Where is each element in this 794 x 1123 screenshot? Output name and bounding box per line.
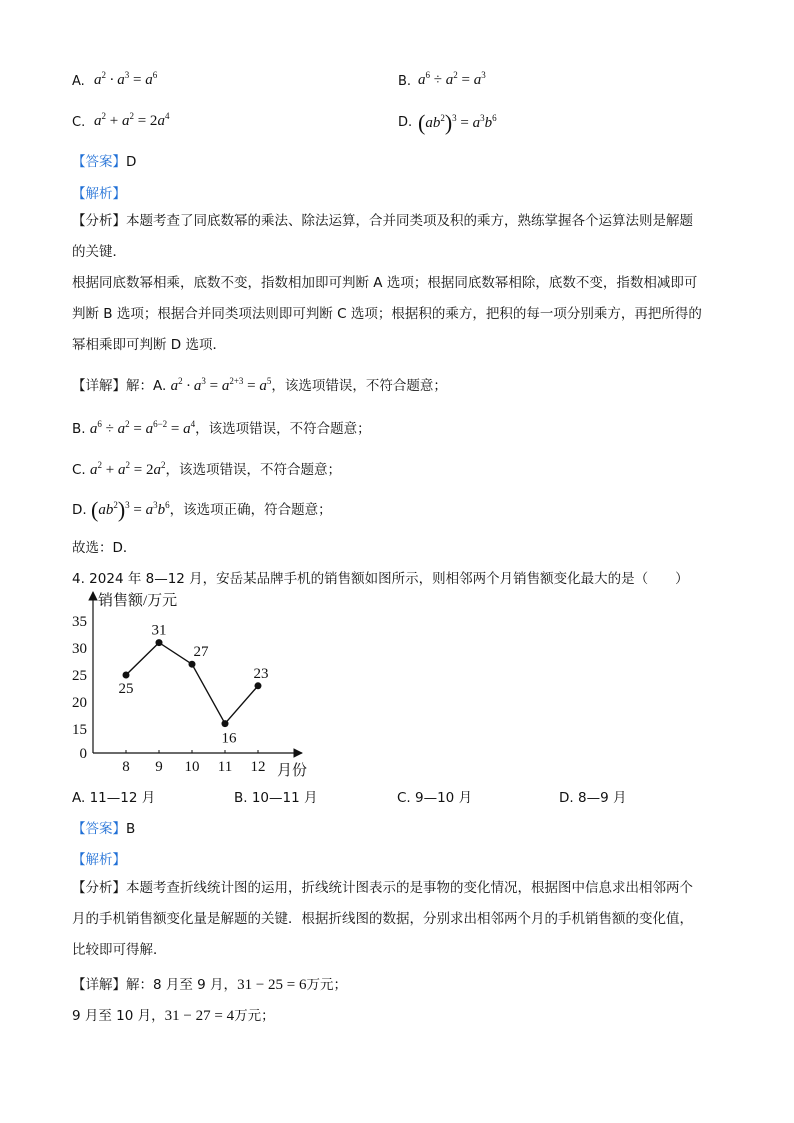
q4-option-c: C. 9—10 月 [397,790,473,806]
q3-option-a: A. [72,74,85,89]
q3-option-c-expr: $a^2 + a^2 = 2a^4$ [94,111,170,129]
y-tick-label: 15 [72,722,87,738]
detail-tag: 【详解】 [72,378,126,394]
data-point [222,720,229,727]
y-tick-label: 30 [72,641,87,657]
sales-line-chart [60,588,320,788]
detail-tag: 【详解】 [72,977,126,993]
data-point [156,639,163,646]
fenxi-tag: 【分析】 [72,880,126,896]
q4-detail-2: 9 月至 10 月，31 − 27 = 4万元； [72,1008,275,1024]
data-label: 23 [253,665,269,682]
data-label: 27 [193,644,209,661]
data-label: 25 [118,681,134,697]
q4-detail-1: 【详解】解：8 月至 9 月，31 − 25 = 6万元； [72,977,347,993]
q3-option-b-expr: $a^6 \div a^2 = a^3$ [418,70,486,88]
analysis-tag: 【解析】 [72,852,126,868]
y-tick-label: 20 [72,695,87,711]
q4-option-b: B. 10—11 月 [234,790,318,806]
y-tick-label: 35 [72,614,87,630]
q3-option-a-expr: $a^2 \cdot a^3 = a^6$ [94,70,158,88]
series-line [126,643,258,724]
y-tick-label: 0 [79,746,87,762]
x-tick-label: 11 [217,759,233,775]
q4-fenxi-paragraph: 【分析】本题考查折线统计图的运用，折线统计图表示的是事物的变化情况，根据图中信息求出相邻两个 月的手机销售额变化量是解题的关键．根据折线图的数据，分别求出相邻两个月的手机销售额的变化值， 比较即可得解． [72,880,693,958]
q4-option-a: A. 11—12 月 [72,790,156,806]
fenxi-tag: 【分析】 [72,213,126,229]
q3-option-d-expr: $(ab^2)^3 = a^3b^6$ [418,110,497,135]
q3-detail-c: C. $a^2 + a^2 = 2a^2$，该选项错误，不符合题意； [72,460,341,478]
answer-tag: 【答案】 [72,154,126,170]
answer-value: D [126,154,137,170]
answer-value: B [126,821,136,837]
q3-answer-line [72,150,136,170]
data-label: 16 [221,730,237,747]
data-point [255,682,262,689]
x-tick-label: 8 [122,759,130,775]
x-axis-label: 月份 [277,763,308,779]
q3-option-c: C. [72,115,86,130]
x-tick-label: 12 [250,759,266,775]
q3-detail-b: B. $a^6 \div a^2 = a^{6-2} = a^4$，该选项错误，不符合题意； [72,419,371,437]
q3-option-b: B. [398,74,412,89]
data-point [189,661,196,668]
answer-tag: 【答案】 [72,821,126,837]
q3-conclusion: 故选：D． [72,540,137,556]
q3-fenxi-paragraph: 【分析】本题考查了同底数幂的乘法、除法运算，合并同类项及积的乘方，熟练掌握各个运算法则是解题 的关键． 根据同底数幂相乘，底数不变，指数相加即可判断 A 选项；根据同底数幂相除，底数不变，指数相减即可 判断 B 选项；根据合并同类项法则即可判断 C 选项；根据积的乘方，把积的每一项分别乘方，再把所得的 幂相乘即可判断 D 选项． [72,213,702,353]
x-tick-label: 9 [155,759,163,775]
q3-detail-a: 【详解】解：A. $a^2 \cdot a^3 = a^{2+3} = a^5$，该选项错误，不符合题意； [72,376,447,394]
q3-option-d: D. [398,115,413,130]
q4-answer-line [72,817,135,837]
data-point [123,672,130,679]
q3-detail-d: D. $(ab^2)^3 = a^3b^6$，该选项正确，符合题意； [72,497,332,522]
q4-option-d: D. 8—9 月 [559,790,627,806]
y-tick-label: 25 [72,668,87,684]
q4-stem: 4. 2024 年 8—12 月，安岳某品牌手机的销售额如图所示，则相邻两个月销售额变化最大的是（ ） [72,571,689,587]
analysis-tag: 【解析】 [72,186,126,202]
y-axis-label: 销售额/万元 [98,593,178,609]
data-label: 31 [151,622,167,639]
x-tick-label: 10 [184,759,200,775]
